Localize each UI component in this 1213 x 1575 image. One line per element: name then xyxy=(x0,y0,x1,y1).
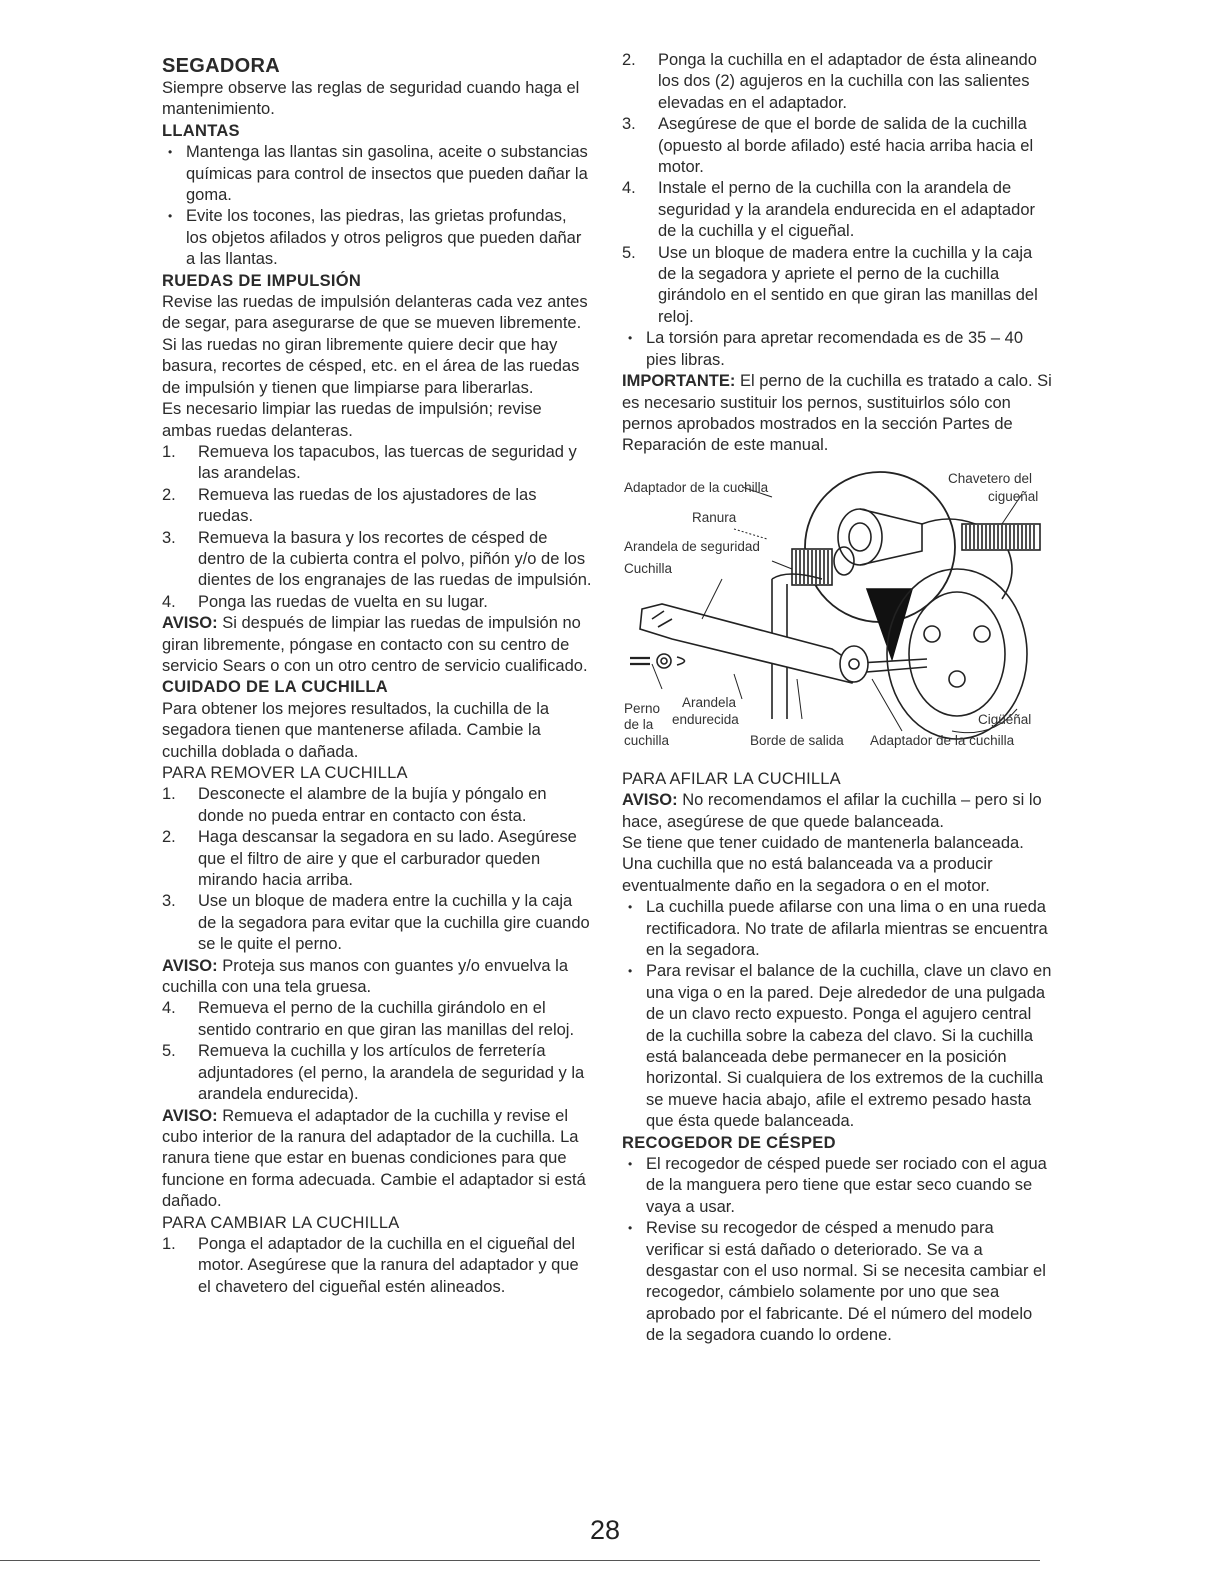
drive-step: 3. Remueva la basura y los recortes de césped de dentro de la cubierta contra el polvo, piñón y/o de los dientes de los engranajes de las ruedas de impulsión. xyxy=(162,528,592,590)
blade-assembly-diagram xyxy=(622,469,1054,759)
change-blade-heading: PARA CAMBIAR LA CUCHILLA xyxy=(162,1213,400,1232)
tires-bullet: • Evite los tocones, las piedras, las grietas profundas, los objetos afilados y otros peligros que pueden dañar a las llantas. xyxy=(168,207,582,269)
label-lock-washer: Arandela de seguridad xyxy=(624,538,760,554)
label-blade-adapter-bottom: Adaptador de la cuchilla xyxy=(870,732,1015,748)
blade-shape xyxy=(640,604,862,683)
catcher-bullet: • Revise su recogedor de césped a menudo para verificar si está dañado o deteriorado. Se va a desgastar con el uso normal. Si se necesita cambiar el recogedor, cámbielo solamente por uno que sea aprobado por el fabricante. Dé el número del modelo de la segadora cuando lo ordene. xyxy=(628,1219,1046,1345)
bottom-divider xyxy=(0,1560,1040,1561)
label-keyway: Chavetero del xyxy=(948,470,1033,486)
remove-step: 1. Desconecte el alambre de la bujía y póngalo en donde no pueda entrar en contacto con ésta. xyxy=(162,785,547,825)
label-blade: Cuchilla xyxy=(624,560,673,576)
label-blade-adapter-top: Adaptador de la cuchilla xyxy=(624,479,769,495)
important-paragraph: IMPORTANTE: El perno de la cuchilla es tratado a calo. Si es necesario sustituir los pernos, sustituirlos sólo con pernos aprobados mostrados en la sección Partes de Reparación de este manual. xyxy=(622,372,1052,455)
label-bolt: cuchilla xyxy=(624,732,670,748)
torque-bullet: • La torsión para apretar recomendada es de 35 – 40 pies libras. xyxy=(628,329,1024,369)
label-bolt: Perno xyxy=(624,700,661,716)
tires-bullet: • Mantenga las llantas sin gasolina, aceite o substancias químicas para control de insectos que pueden dañar la goma. xyxy=(168,143,588,205)
page-number: 28 xyxy=(590,1515,621,1545)
label-crankshaft: Cigüéñal xyxy=(978,711,1032,727)
section-title: SEGADORA xyxy=(162,55,280,77)
change-step: 4. Instale el perno de la cuchilla con la arandela de seguridad y la arandela endurecida en el adaptador de la cuchilla y el cigueñal. xyxy=(622,179,1036,241)
tires-heading: LLANTAS xyxy=(162,121,240,140)
bullet-icon: • xyxy=(628,1221,633,1236)
remove-step: 4. Remueva el perno de la cuchilla girándolo en el sentido contrario en que giran las manillas del reloj. xyxy=(162,999,575,1039)
remove-blade-heading: PARA REMOVER LA CUCHILLA xyxy=(162,764,408,782)
remove-notice: AVISO: Proteja sus manos con guantes y/o envuelva la cuchilla con una tela gruesa. xyxy=(162,956,569,997)
left-column xyxy=(162,50,592,1298)
remove-step: 5. Remueva la cuchilla y los artículos de ferretería adjuntadores (el perno, la arandela de seguridad y la arandela endurecida). xyxy=(162,1042,585,1104)
intro-paragraph: Siempre observe las reglas de seguridad cuando haga el mantenimiento. xyxy=(162,79,580,119)
change-step: 2. Ponga la cuchilla en el adaptador de ésta alineando los dos (2) agujeros en la cuchilla con las salientes elevadas en el adaptador. xyxy=(622,51,1037,112)
right-column xyxy=(622,50,1054,1347)
bullet-icon: • xyxy=(628,900,633,915)
label-hardened-washer: Arandela xyxy=(682,694,737,710)
label-keyway-crankshaft: cigueñal xyxy=(988,488,1039,504)
drive-step: 4. Ponga las ruedas de vuelta en su lugar. xyxy=(162,592,488,611)
sharpen-notice: AVISO: No recomendamos el afilar la cuchilla – pero si lo hace, asegúrese de que quede balanceada. xyxy=(622,791,1042,831)
drive-step: 1. Remueva los tapacubos, las tuercas de seguridad y las arandelas. xyxy=(162,442,577,483)
bolt-shape xyxy=(630,658,650,664)
grass-catcher-heading: RECOGEDOR DE CÉSPED xyxy=(622,1133,836,1152)
bullet-icon: • xyxy=(628,1157,633,1172)
change-step: 5. Use un bloque de madera entre la cuchilla y la caja de la segadora y apriete el perno de la cuchilla girándolo en el sentido en que giran las manillas del reloj. xyxy=(622,243,1038,326)
change-step: 3. Asegúrese de que el borde de salida de la cuchilla (opuesto al borde afilado) esté hacia arriba hacia el motor. xyxy=(622,115,1034,177)
remove-step: 3. Use un bloque de madera entre la cuchilla y la caja de la segadora para evitar que la cuchilla gire cuando se le quite el perno. xyxy=(162,892,590,954)
bullet-icon: • xyxy=(628,964,633,979)
drive-paragraph: Revise las ruedas de impulsión delanteras cada vez antes de segar, para asegurarse de que se mueven libremente. xyxy=(162,293,588,333)
catcher-bullet: • El recogedor de césped puede ser rociado con el agua de la manguera pero tiene que estar seco cuando se vaya a usar. xyxy=(628,1155,1047,1216)
label-hardened-washer: endurecida xyxy=(672,711,739,727)
label-trailing-edge: Borde de salida xyxy=(750,732,844,748)
adapter-zoom xyxy=(838,509,882,565)
blade-paragraph: Para obtener los mejores resultados, la cuchilla de la segadora tienen que mantenerse afilada. Cambie la cuchilla doblada o dañada. xyxy=(162,699,550,761)
drive-paragraph: Es necesario limpiar las ruedas de impulsión; revise ambas ruedas delanteras. xyxy=(162,400,542,440)
sharpen-paragraph: Se tiene que tener cuidado de mantenerla balanceada. Una cuchilla que no está balanceada va a producir eventualmente daño en la segadora o en el motor. xyxy=(622,833,1024,895)
sharpen-bullet: • La cuchilla puede afilarse con una lima o en una rueda rectificadora. No trate de afilarla mientras se encuentra en la segadora. xyxy=(628,898,1048,959)
blade-care-heading: CUIDADO DE LA CUCHILLA xyxy=(162,678,388,697)
label-groove: Ranura xyxy=(692,509,737,525)
bullet-icon: • xyxy=(628,331,633,346)
drive-paragraph: Si las ruedas no giran libremente quiere decir que hay basura, recortes de césped, etc. en el área de las ruedas de impulsión y tienen que limpiarse para liberarlas. xyxy=(162,335,580,397)
remove-step: 2. Haga descansar la segadora en su lado. Asegúrese que el filtro de aire y que el carburador queden mirando hacia arriba. xyxy=(162,828,577,890)
bullet-icon: • xyxy=(168,145,173,160)
adapter-notice: AVISO: Remueva el adaptador de la cuchilla y revise el cubo interior de la ranura del adaptador de la cuchilla. La ranura tiene que estar en buenas condiciones para que funcione en forma adecuada. Cambie el adaptador si está dañado. xyxy=(162,1106,586,1211)
sharpen-heading: PARA AFILAR LA CUCHILLA xyxy=(622,769,841,788)
label-bolt: de la xyxy=(624,716,654,732)
sharpen-bullet: • Para revisar el balance de la cuchilla, clave un clavo en una viga o en la pared. Deje alrededor de una pulgada de un clavo recto expuesto. Ponga el agujero central de la cuchilla sobre la cabeza del clavo. Si la cuchilla está balanceada debe permanecer en la posición horizontal. Si cualquiera de los extremos de la cuchilla se mueve hacia abajo, afile el extremo pesado hasta que ésta quede balanceada. xyxy=(628,962,1052,1131)
drive-wheels-heading: RUEDAS DE IMPULSIÓN xyxy=(162,271,362,290)
drive-notice: AVISO: Si después de limpiar las ruedas de impulsión no giran libremente, póngase en contacto con su centro de servicio Sears o con un otro centro de servicio cualificado. xyxy=(162,614,588,675)
drive-step: 2. Remueva las ruedas de los ajustadores de las ruedas. xyxy=(162,485,537,526)
bullet-icon: • xyxy=(168,209,173,224)
change-step: 1. Ponga el adaptador de la cuchilla en el cigueñal del motor. Asegúrese que la ranura del adaptador y que el chavetero del cigueñal estén alineados. xyxy=(162,1234,579,1296)
